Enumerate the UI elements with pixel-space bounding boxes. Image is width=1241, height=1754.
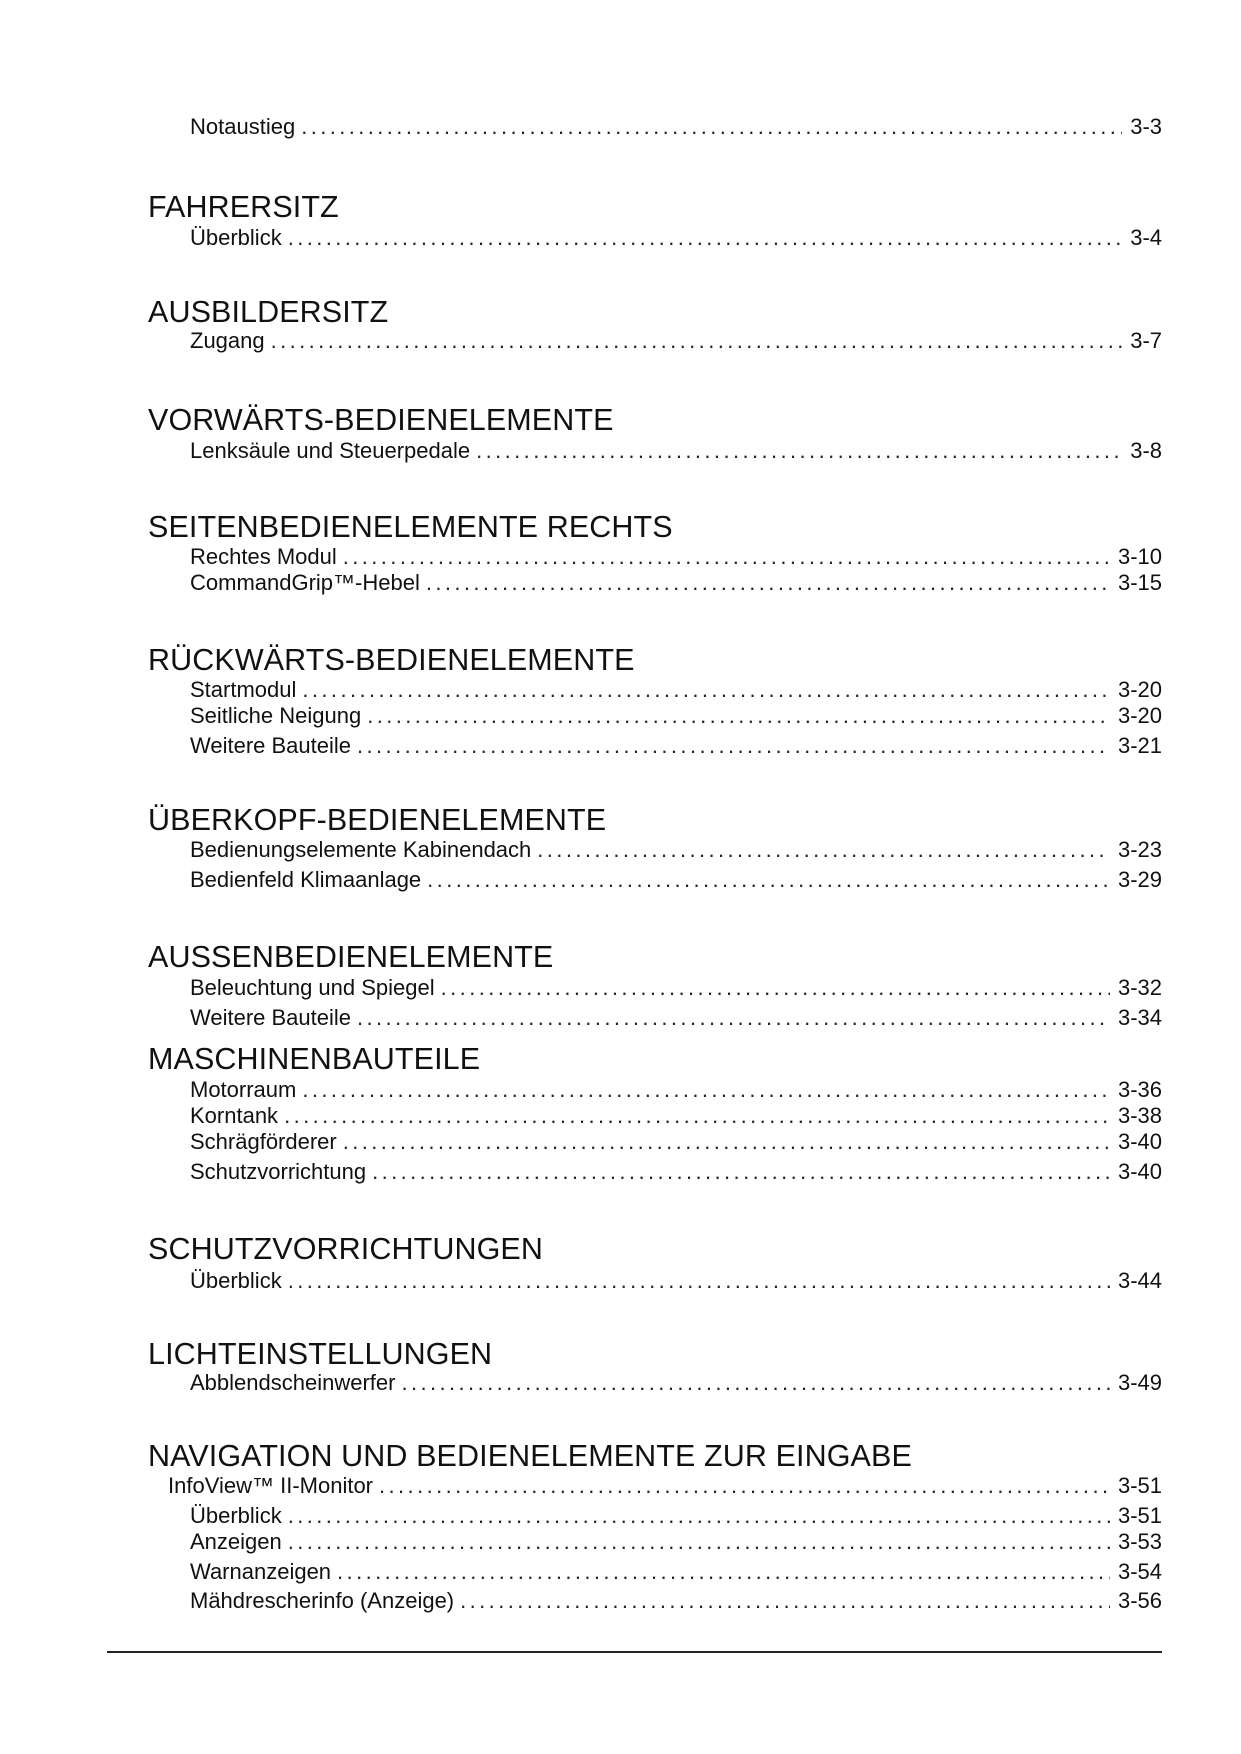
toc-entry[interactable] <box>190 867 1162 893</box>
leader-dots <box>288 1529 1110 1555</box>
toc-entry[interactable] <box>190 114 1162 140</box>
leader-dots <box>426 570 1110 596</box>
toc-entry[interactable] <box>190 328 1162 354</box>
toc-entry[interactable] <box>190 1503 1162 1529</box>
toc-entry[interactable] <box>190 1588 1162 1614</box>
toc-entry-page: 3-40 <box>1117 1129 1162 1154</box>
leader-dots <box>343 544 1110 570</box>
toc-entry-page: 3-3 <box>1130 114 1162 139</box>
toc-entry-label: Startmodul <box>190 677 297 702</box>
section-heading: AUSBILDERSITZ <box>148 295 389 329</box>
leader-dots <box>401 1370 1109 1396</box>
leader-dots <box>537 837 1110 863</box>
toc-entry[interactable] <box>190 1370 1162 1396</box>
toc-entry[interactable] <box>190 570 1162 596</box>
toc-entry[interactable] <box>190 1268 1162 1294</box>
leader-dots <box>288 225 1123 251</box>
toc-entry-label: Überblick <box>190 225 282 250</box>
toc-entry-label: Schrägförderer <box>190 1129 337 1154</box>
leader-dots <box>372 1159 1110 1185</box>
section-heading: NAVIGATION UND BEDIENELEMENTE ZUR EINGABE <box>148 1439 912 1473</box>
toc-entry-label: Rechtes Modul <box>190 544 337 569</box>
toc-entry-label: Beleuchtung und Spiegel <box>190 975 435 1000</box>
toc-entry-page: 3-38 <box>1117 1103 1162 1128</box>
toc-entry[interactable] <box>190 1129 1162 1155</box>
toc-entry[interactable] <box>190 1077 1162 1103</box>
toc-entry-label: Seitliche Neigung <box>190 703 362 728</box>
toc-entry-label: Überblick <box>190 1503 282 1528</box>
section-heading: MASCHINENBAUTEILE <box>148 1042 481 1076</box>
toc-entry-label: Weitere Bauteile <box>190 733 352 758</box>
section-heading: VORWÄRTS-BEDIENELEMENTE <box>148 403 614 437</box>
toc-entry-label: Mähdrescherinfo (Anzeige) <box>190 1588 455 1613</box>
toc-entry-label: Notaustieg <box>190 114 296 139</box>
toc-entry-label: Warnanzeigen <box>190 1559 332 1584</box>
toc-entry-page: 3-56 <box>1117 1588 1162 1613</box>
toc-entry-page: 3-20 <box>1117 677 1162 702</box>
toc-entry-page: 3-44 <box>1117 1268 1162 1293</box>
leader-dots <box>288 1268 1110 1294</box>
toc-entry[interactable] <box>190 703 1162 729</box>
toc-entry[interactable] <box>190 837 1162 863</box>
toc-entry-label: Abblendscheinwerfer <box>190 1370 396 1395</box>
leader-dots <box>288 1503 1110 1529</box>
leader-dots <box>271 328 1123 354</box>
toc-entry-page: 3-4 <box>1130 225 1162 250</box>
leader-dots <box>460 1588 1110 1614</box>
toc-entry-label: Zugang <box>190 328 265 353</box>
toc-entry-page: 3-20 <box>1117 703 1162 728</box>
toc-entry-page: 3-32 <box>1117 975 1162 1000</box>
leader-dots <box>302 677 1110 703</box>
section-heading: SEITENBEDIENELEMENTE RECHTS <box>148 510 673 544</box>
toc-entry-label: Schutzvorrichtung <box>190 1159 367 1184</box>
toc-entry[interactable] <box>190 733 1162 759</box>
toc-entry-label: Bedienungselemente Kabinendach <box>190 837 532 862</box>
toc-entry[interactable] <box>190 544 1162 570</box>
section-heading: RÜCKWÄRTS-BEDIENELEMENTE <box>148 643 635 677</box>
leader-dots <box>357 1005 1110 1031</box>
section-heading: AUSSENBEDIENELEMENTE <box>148 940 554 974</box>
toc-entry-page: 3-23 <box>1117 837 1162 862</box>
toc-entry-label: InfoView™ II-Monitor <box>168 1473 374 1498</box>
toc-entry[interactable] <box>190 225 1162 251</box>
toc-entry-label: Bedienfeld Klimaanlage <box>190 867 422 892</box>
toc-entry-page: 3-40 <box>1117 1159 1162 1184</box>
leader-dots <box>441 975 1110 1001</box>
toc-entry[interactable] <box>190 1559 1162 1585</box>
leader-dots <box>343 1129 1110 1155</box>
toc-entry-label: CommandGrip™-Hebel <box>190 570 420 595</box>
leader-dots <box>476 438 1122 464</box>
bottom-divider <box>107 1651 1162 1653</box>
toc-entry[interactable] <box>190 975 1162 1001</box>
leader-dots <box>379 1473 1110 1499</box>
section-heading: FAHRERSITZ <box>148 190 339 224</box>
toc-entry[interactable] <box>190 438 1162 464</box>
toc-entry[interactable] <box>190 1103 1162 1129</box>
toc-entry-page: 3-8 <box>1130 438 1162 463</box>
toc-entry-label: Korntank <box>190 1103 279 1128</box>
toc-entry-label: Lenksäule und Steuerpedale <box>190 438 471 463</box>
toc-entry-page: 3-36 <box>1117 1077 1162 1102</box>
toc-entry-label: Anzeigen <box>190 1529 282 1554</box>
section-heading: SCHUTZVORRICHTUNGEN <box>148 1232 544 1266</box>
toc-entry[interactable] <box>190 1005 1162 1031</box>
leader-dots <box>302 1077 1110 1103</box>
leader-dots <box>337 1559 1110 1585</box>
leader-dots <box>357 733 1110 759</box>
section-heading: LICHTEINSTELLUNGEN <box>148 1337 493 1371</box>
toc-entry-label: Weitere Bauteile <box>190 1005 352 1030</box>
toc-entry-page: 3-51 <box>1117 1473 1162 1498</box>
toc-entry-label: Überblick <box>190 1268 282 1293</box>
toc-entry-page: 3-10 <box>1117 544 1162 569</box>
toc-entry-page: 3-49 <box>1117 1370 1162 1395</box>
leader-dots <box>427 867 1110 893</box>
toc-entry-page: 3-7 <box>1130 328 1162 353</box>
toc-entry-label: Motorraum <box>190 1077 297 1102</box>
toc-entry-page: 3-15 <box>1117 570 1162 595</box>
toc-entry[interactable] <box>190 1529 1162 1555</box>
toc-entry[interactable] <box>190 1159 1162 1185</box>
leader-dots <box>301 114 1122 140</box>
toc-entry-page: 3-53 <box>1117 1529 1162 1554</box>
toc-entry[interactable] <box>168 1473 1162 1499</box>
toc-entry-page: 3-54 <box>1117 1559 1162 1584</box>
toc-entry-page: 3-51 <box>1117 1503 1162 1528</box>
toc-entry-page: 3-29 <box>1117 867 1162 892</box>
leader-dots <box>367 703 1110 729</box>
leader-dots <box>284 1103 1110 1129</box>
section-heading: ÜBERKOPF-BEDIENELEMENTE <box>148 803 607 837</box>
toc-entry-page: 3-21 <box>1117 733 1162 758</box>
toc-entry-page: 3-34 <box>1117 1005 1162 1030</box>
toc-entry[interactable] <box>190 677 1162 703</box>
